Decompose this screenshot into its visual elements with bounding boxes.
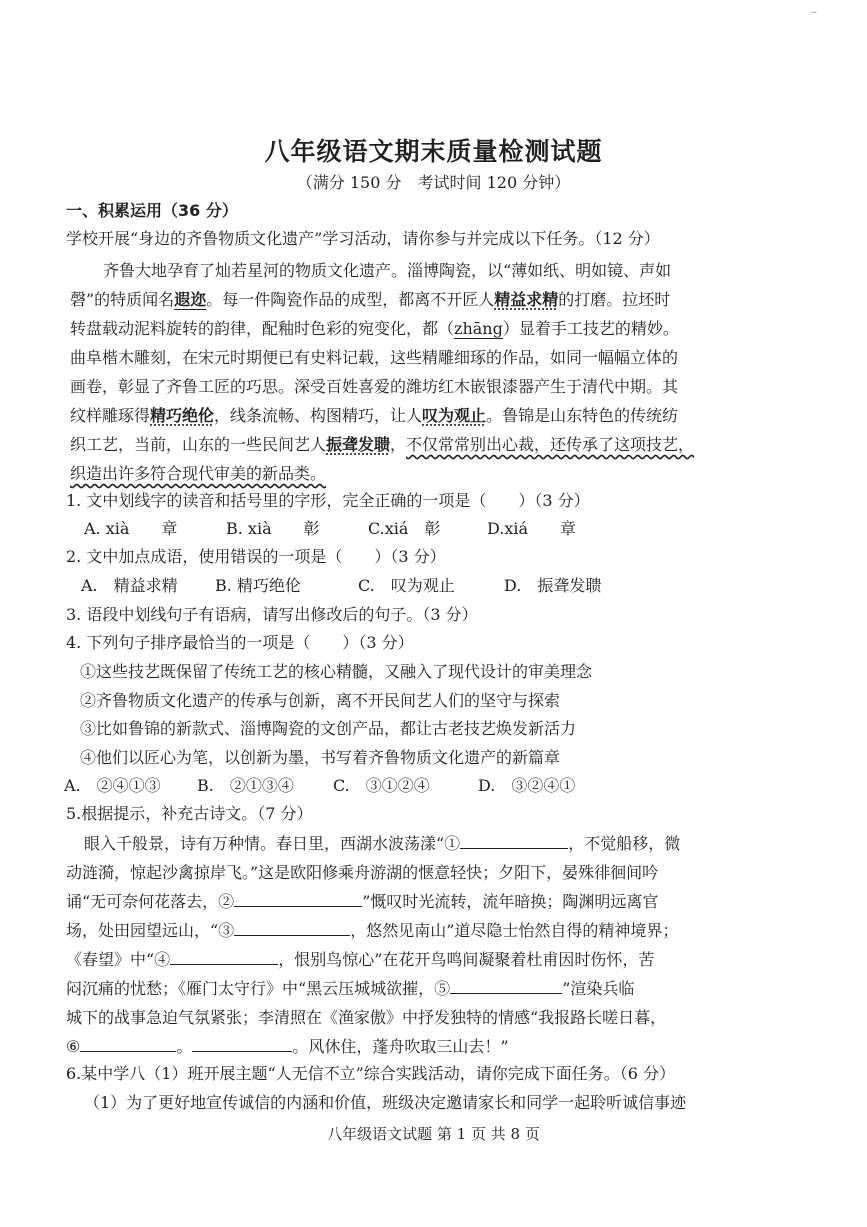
exam-info: （满分 150 分 考试时间 120 分钟） bbox=[296, 173, 571, 192]
question-4: 4. 下列句子排序最恰当的一项是（ ）（3 分） bbox=[66, 633, 414, 652]
text-run: ”渲染兵临 bbox=[562, 979, 635, 998]
q1-option-a: A. xià 章 bbox=[84, 519, 178, 538]
fill-blank-4[interactable] bbox=[170, 950, 278, 965]
text-run: ⑥ bbox=[66, 1037, 81, 1056]
q4-sentence-1: ①这些技艺既保留了传统工艺的核心精髓，又融入了现代设计的审美理念 bbox=[80, 662, 593, 681]
text-run: 。 bbox=[176, 1037, 193, 1056]
q5-line-3 bbox=[66, 889, 658, 912]
q4-sentence-4: ④他们以匠心为笔，以创新为墨，书写着齐鲁物质文化遗产的新篇章 bbox=[80, 748, 561, 767]
text-run: 《春望》中“④ bbox=[66, 950, 171, 969]
q1-option-c: C.xiá 彰 bbox=[368, 519, 441, 538]
dotted-idiom: 精益求精 bbox=[494, 290, 559, 309]
question-6: 6.某中学八（1）班开展主题“人无信不立”综合实践活动，请你完成下面任务。（6 分） bbox=[66, 1064, 676, 1083]
q5-line-6 bbox=[66, 976, 634, 999]
text-run: 。鲁锦是山东特色的传统纺 bbox=[486, 406, 679, 425]
q4-option-a: A. ②④①③ bbox=[64, 776, 161, 795]
text-run: ，不觉船移，微 bbox=[568, 834, 681, 853]
text-run: 闷沉痛的忧愁；《雁门太守行》中“黑云压城城欲摧，⑤ bbox=[66, 979, 451, 998]
q2-option-c: C. 叹为观止 bbox=[358, 576, 455, 595]
q2-option-b: B. 精巧绝伦 bbox=[215, 576, 301, 595]
question-1: 1. 文中划线字的读音和括号里的字形，完全正确的一项是（ ）（3 分） bbox=[66, 491, 590, 510]
q1-option-d: D.xiá 章 bbox=[487, 519, 577, 538]
text-run: ）显着手工技艺的精妙。 bbox=[502, 319, 679, 338]
q5-line-2: 动涟漪，惊起沙禽掠岸飞。”这是欧阳修乘舟游湖的惬意轻快；夕阳下，晏殊徘徊间吟 bbox=[66, 863, 659, 882]
fill-blank-2[interactable] bbox=[234, 892, 362, 907]
passage-line-2 bbox=[70, 287, 670, 310]
q2-option-a: A. 精益求精 bbox=[81, 576, 178, 595]
q2-option-d: D. 振聋发聩 bbox=[504, 576, 602, 595]
passage-line-7 bbox=[70, 432, 694, 455]
text-run: ， bbox=[390, 435, 407, 454]
q5-line-5 bbox=[66, 947, 654, 970]
passage-line-6 bbox=[70, 403, 678, 426]
passage-line-1: 齐鲁大地孕育了灿若星河的物质文化遗产。淄博陶瓷，以“薄如纸、明如镜、声如 bbox=[103, 261, 672, 280]
text-run: 场，处田园望远山，“③ bbox=[66, 921, 235, 940]
text-run: 诵“无可奈何花落去，② bbox=[66, 892, 235, 911]
passage-line-8 bbox=[70, 461, 326, 484]
text-run: ，恨别鸟惊心”在花开鸟鸣间凝聚着杜甫因时伤怀，苦 bbox=[278, 950, 655, 969]
text-run: ”慨叹时光流转，流年暗换；陶渊明远离官 bbox=[362, 892, 659, 911]
q4-option-d: D. ③②④① bbox=[478, 776, 576, 795]
underlined-word: 遐迩 bbox=[174, 290, 207, 309]
passage-line-5: 画卷，彰显了齐鲁工匠的巧思。深受百姓喜爱的潍坊红木嵌银漆器产生于清代中期。其 bbox=[70, 377, 679, 396]
q4-option-b: B. ②①③④ bbox=[197, 776, 294, 795]
text-run: 。风休住，蓬舟吹取三山去！” bbox=[292, 1037, 509, 1056]
dotted-idiom: 叹为观止 bbox=[422, 406, 487, 425]
text-run: 纹样雕琢得 bbox=[70, 406, 151, 425]
text-run: 磬”的特质闻名 bbox=[70, 290, 175, 309]
passage-line-4: 曲阜楷木雕刻，在宋元时期便已有史料记载，这些精雕细琢的作品，如同一幅幅立体的 bbox=[70, 348, 679, 367]
text-run: 。每一件陶瓷作品的成型，都离不开匠人 bbox=[206, 290, 495, 309]
question-5: 5.根据提示，补充古诗文。（7 分） bbox=[66, 804, 313, 823]
dotted-idiom: 振聋发聩 bbox=[326, 435, 391, 454]
q6-sub-1: （1）为了更好地宣传诚信的内涵和价值，班级决定邀请家长和同学一起聆听诚信事迹 bbox=[84, 1093, 687, 1112]
text-run: ，线条流畅、构图精巧，让人 bbox=[214, 406, 423, 425]
text-run: 眼入千般景，诗有万种情。春日里，西湖水波荡漾“① bbox=[84, 834, 461, 853]
fill-blank-3[interactable] bbox=[234, 921, 350, 936]
text-run: 转盘载动泥料旋转的韵律，配釉时色彩的宛变化，都（ bbox=[70, 319, 455, 338]
underlined-sentence: 不仅常常别出心裁，还传承了这项技艺， bbox=[406, 435, 695, 454]
question-3: 3. 语段中划线句子有语病，请写出修改后的句子。（3 分） bbox=[66, 605, 478, 624]
question-2: 2. 文中加点成语，使用错误的一项是（ ）（3 分） bbox=[66, 547, 446, 566]
text-run: 织工艺，当前，山东的一些民间艺人 bbox=[70, 435, 327, 454]
q4-option-c: C. ③①②④ bbox=[333, 776, 430, 795]
q4-sentence-3: ③比如鲁锦的新款式、淄博陶瓷的文创产品，都让古老技艺焕发新活力 bbox=[80, 719, 577, 738]
q5-line-1 bbox=[84, 831, 680, 854]
fill-blank-6b[interactable] bbox=[192, 1037, 292, 1052]
dotted-idiom: 精巧绝伦 bbox=[150, 406, 215, 425]
pinyin-zhang: zhāng bbox=[454, 319, 503, 338]
q5-line-4 bbox=[66, 918, 678, 941]
fill-blank-5[interactable] bbox=[450, 979, 562, 994]
q4-sentence-2: ②齐鲁物质文化遗产的传承与创新，离不开民间艺人们的坚守与探索 bbox=[80, 691, 561, 710]
corner-mark: ∼ bbox=[810, 8, 818, 18]
text-run: ，悠然见南山”道尽隐士怡然自得的精神境界； bbox=[350, 921, 679, 940]
section-heading: 一、积累运用（36 分） bbox=[66, 201, 238, 220]
q5-line-8 bbox=[66, 1034, 509, 1057]
q5-line-7: 城下的战事急迫气氛紧张；李清照在《渔家傲》中抒发独特的情感“我报路长嗟日暮， bbox=[66, 1008, 667, 1027]
q1-option-b: B. xià 彰 bbox=[226, 519, 320, 538]
text-run: 的打磨。拉坯时 bbox=[558, 290, 671, 309]
page-footer: 八年级语文试题 第 1 页 共 8 页 bbox=[327, 1125, 540, 1143]
fill-blank-1[interactable] bbox=[460, 834, 568, 849]
page-title: 八年级语文期末质量检测试题 bbox=[264, 137, 603, 166]
underlined-sentence: 织造出许多符合现代审美的新品类。 bbox=[70, 464, 327, 483]
passage-line-3 bbox=[70, 316, 679, 339]
task-intro: 学校开展“身边的齐鲁物质文化遗产”学习活动，请你参与并完成以下任务。（12 分） bbox=[66, 229, 660, 248]
fill-blank-6a[interactable] bbox=[80, 1037, 176, 1052]
